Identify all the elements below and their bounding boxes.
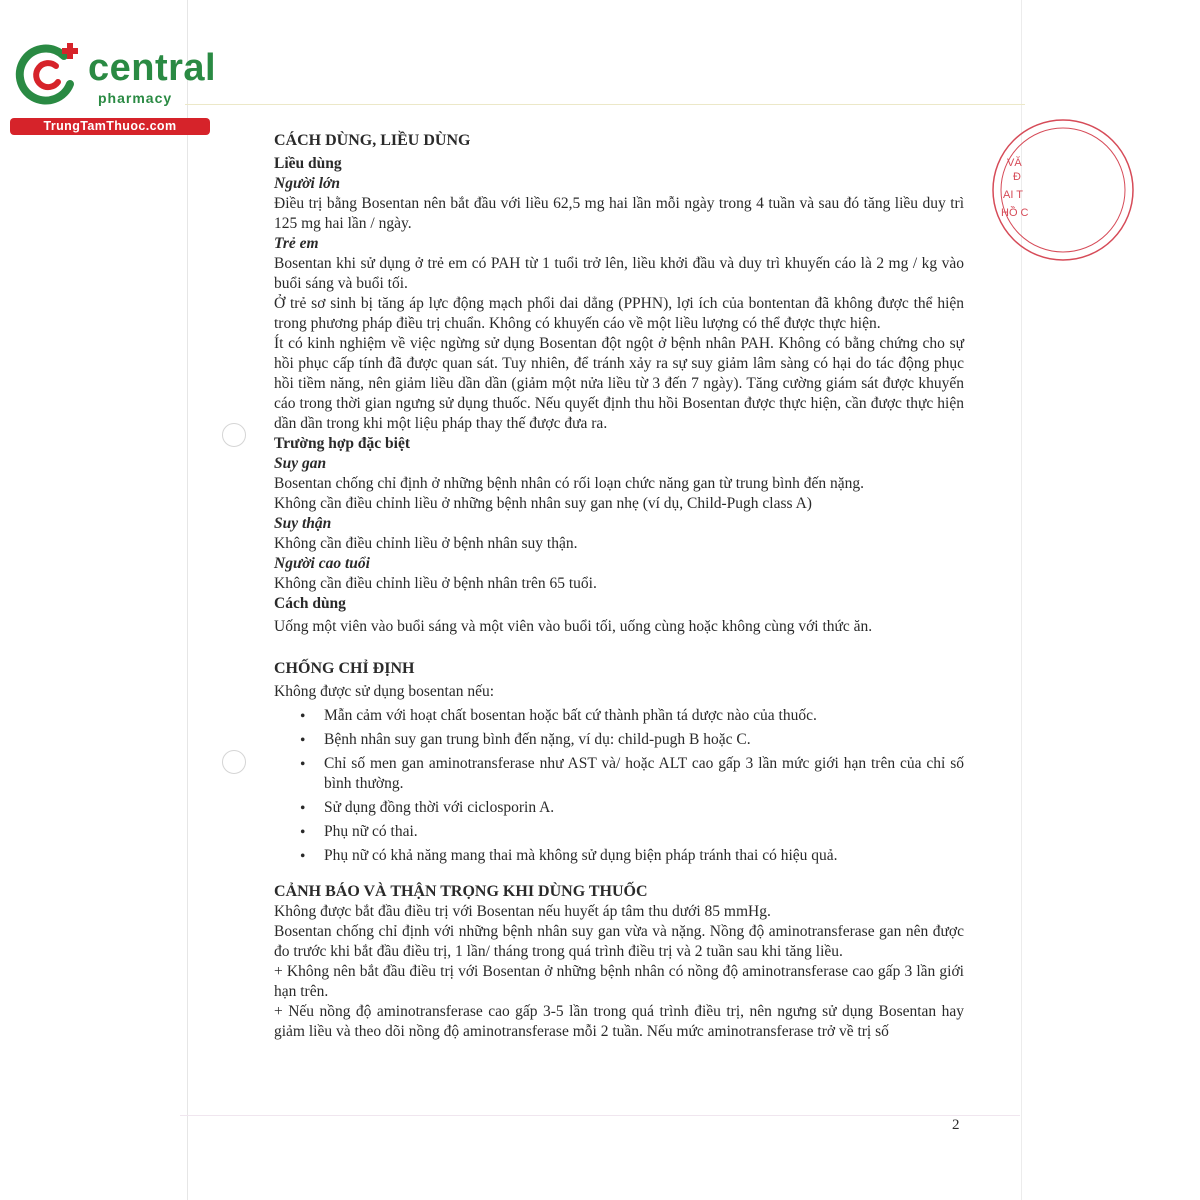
warning-p4: + Nếu nồng độ aminotransferase cao gấp 3-5 lần trong quá trình điều trị, nên ngưng sử dụng Bosentan hay giảm liều và theo dõi nồng độ aminotransferase mỗi 2 tuần. Nếu mức aminotransferase trở về trị số [274,1003,964,1040]
page-edge-left [187,0,188,1200]
stamp-line-2: Đ [1013,171,1021,183]
document-body [274,131,964,1042]
adult-text: Điều trị bằng Bosentan nên bắt đầu với liều 62,5 mg hai lần mỗi ngày trong 4 tuần và sau đó tăng liều duy trì 125 mg hai lần / ngày. [274,195,964,232]
section-title-contraindications: CHỐNG CHỈ ĐỊNH [274,660,415,677]
adult-heading: Người lớn [274,175,340,192]
central-pharmacy-logo[interactable] [10,38,215,138]
list-item: • Phụ nữ có thai. [300,823,418,841]
brand-name: central [88,47,217,89]
bullet-icon: • [300,848,306,865]
pharmacy-c-icon [12,40,82,110]
list-item: • Mẫn cảm với hoạt chất bosentan hoặc bất cứ thành phần tá dược nào của thuốc. [300,707,817,725]
special-heading: Trường hợp đặc biệt [274,435,410,452]
bullet-icon: • [300,708,306,725]
child-heading: Trẻ em [274,235,319,252]
bullet-icon: • [300,756,306,773]
contraindications-intro: Không được sử dụng bosentan nếu: [274,683,495,700]
elderly-heading: Người cao tuổi [274,555,370,572]
list-item: • Phụ nữ có khả năng mang thai mà không sử dụng biện pháp tránh thai có hiệu quả. [300,847,838,865]
elderly-text: Không cần điều chỉnh liều ở bệnh nhân trên 65 tuổi. [274,575,597,592]
bullet-icon: • [300,824,306,841]
stamp-line-4: HỒ C [1001,207,1029,219]
newborn-text: Ở trẻ sơ sinh bị tăng áp lực động mạch phổi dai dẳng (PPHN), lợi ích của bontentan đã không được thể hiện trong phương pháp điều trị chuẩn. Không có khuyến cáo về một liều lượng có thể được thực hiện. [274,295,964,332]
bullet-icon: • [300,732,306,749]
footer-rule [180,1115,1020,1116]
stamp-line-1: VĂ [1007,157,1022,169]
liver-text-1: Bosentan chống chỉ định ở những bệnh nhân có rối loạn chức năng gan từ trung bình đến nặng. [274,475,864,492]
brand-url[interactable]: TrungTamThuoc.com [10,118,210,135]
stamp-line-3: AI T [1003,189,1023,201]
list-item: • Bệnh nhân suy gan trung bình đến nặng, ví dụ: child-pugh B hoặc C. [300,731,751,749]
child-text: Bosentan khi sử dụng ở trẻ em có PAH từ 1 tuổi trở lên, liều khởi đầu và duy trì khuyến cáo là 2 mg / kg vào buổi sáng và buổi tối. [274,255,964,292]
list-item: • Sử dụng đồng thời với ciclosporin A. [300,799,555,817]
punch-hole-bottom [222,750,246,774]
kidney-heading: Suy thận [274,515,332,532]
warning-p3: + Không nên bắt đầu điều trị với Bosentan ở những bệnh nhân có nồng độ aminotransferase cao gấp 3 lần giới hạn trên. [274,963,964,1000]
liver-text-2: Không cần điều chỉnh liều ở những bệnh nhân suy gan nhẹ (ví dụ, Child-Pugh class A) [274,495,812,512]
section-title-dosage: CÁCH DÙNG, LIỀU DÙNG [274,132,471,149]
usage-heading: Cách dùng [274,595,346,612]
list-item: • Chỉ số men gan aminotransferase như AST và/ hoặc ALT cao gấp 3 lần mức giới hạn trên của chỉ số bình thường. [300,755,964,792]
red-stamp-seal [985,118,1029,268]
liver-heading: Suy gan [274,455,327,472]
stop-text: Ít có kinh nghiệm về việc ngừng sử dụng Bosentan đột ngột ở bệnh nhân PAH. Không có bằng chứng cho sự hồi phục cấp tính đã được quan sát. Tuy nhiên, để tránh xảy ra sự suy giảm lâm sàng có hại do tác động phục hồi tiềm năng, nên giảm liều dần dần (giảm một nửa liều từ 3 đến 7 ngày). Tăng cường giám sát được khuyến cáo trong thời gian ngưng sử dụng thuốc. Nếu quyết định thu hồi Bosentan được thực hiện, cần được thực hiện dần dần trong khi một liệu pháp thay thế được đưa ra. [274,335,964,432]
header-rule [185,104,1025,105]
kidney-text: Không cần điều chỉnh liều ở bệnh nhân suy thận. [274,535,578,552]
warning-p1: Không được bắt đầu điều trị với Bosentan nếu huyết áp tâm thu dưới 85 mmHg. [274,903,771,920]
bullet-icon: • [300,800,306,817]
brand-sub: pharmacy [98,90,173,106]
contraindications-list [274,706,964,866]
warning-p2: Bosentan chống chỉ định với những bệnh nhân suy gan vừa và nặng. Nồng độ aminotransferase gan nên được đo trước khi bắt đầu điều trị, 1 lần/ tháng trong quá trình điều trị và 2 tuần sau khi tăng liều. [274,923,964,960]
section-title-warnings: CẢNH BÁO VÀ THẬN TRỌNG KHI DÙNG THUỐC [274,883,648,900]
page-number: 2 [952,1117,960,1133]
punch-hole-top [222,423,246,447]
usage-text: Uống một viên vào buổi sáng và một viên vào buổi tối, uống cùng hoặc không cùng với thức ăn. [274,618,873,635]
dose-heading: Liều dùng [274,155,342,172]
